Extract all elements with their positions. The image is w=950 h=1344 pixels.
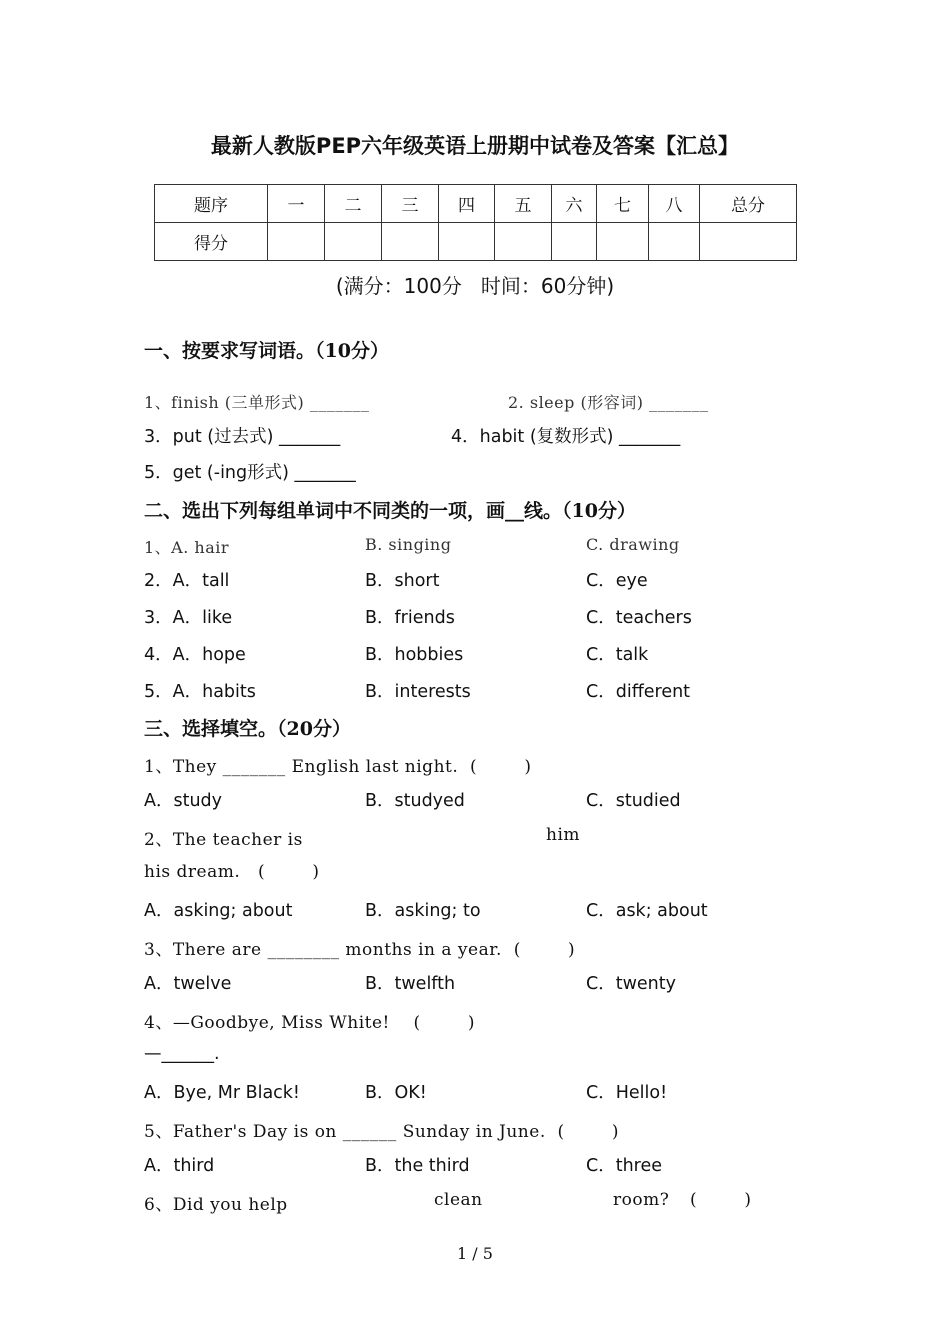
score-cell[interactable] <box>495 223 552 261</box>
s2-row1-a: 1、A. hair <box>144 538 230 557</box>
s3-q6-stem-b: clean <box>434 1190 483 1210</box>
header-cell: 总分 <box>700 185 797 223</box>
s3-q3-option-a: A．twelve <box>144 974 232 994</box>
header-cell: 五 <box>495 185 552 223</box>
s2-row4-c: C．talk <box>586 645 649 665</box>
header-cell: 八 <box>649 185 700 223</box>
s1-question-2: 2. sleep (形容词) _______ <box>508 393 709 412</box>
s3-q6-stem-c: room? <box>613 1190 670 1210</box>
s1-question-1: 1、finish (三单形式) _______ <box>144 393 370 412</box>
score-cell[interactable] <box>597 223 649 261</box>
page-title: 最新人教版PEP六年级英语上册期中试卷及答案【汇总】 <box>210 134 740 158</box>
s3-q3-stem: 3、There are ________ months in a year. ( ) <box>144 940 576 960</box>
header-cell: 三 <box>382 185 439 223</box>
score-cell[interactable] <box>382 223 439 261</box>
s2-row5-b: B．interests <box>365 682 471 702</box>
header-cell: 六 <box>552 185 597 223</box>
header-cell: 一 <box>268 185 325 223</box>
s2-row3-a: 3．A．like <box>144 608 233 628</box>
score-cell[interactable] <box>439 223 495 261</box>
s3-q4-option-b: B．OK! <box>365 1083 427 1103</box>
header-cell: 二 <box>325 185 382 223</box>
s3-q5-stem: 5、Father's Day is on ______ Sunday in June. ( ) <box>144 1122 620 1142</box>
header-cell: 四 <box>439 185 495 223</box>
header-cell: 题序 <box>155 185 268 223</box>
s3-q5-option-c: C．three <box>586 1156 663 1176</box>
s3-q6-stem-a: 6、Did you help <box>144 1195 288 1215</box>
section2-heading: 二、选出下列每组单词中不同类的一项，画__线。（10分） <box>144 500 636 522</box>
s1-question-3: 3．put (过去式) _______ <box>144 427 341 447</box>
s2-row3-b: B．friends <box>365 608 455 628</box>
s3-q3-option-c: C．twenty <box>586 974 676 994</box>
s2-row4-a: 4．A．hope <box>144 645 246 665</box>
s3-q4-option-a: A．Bye, Mr Black! <box>144 1083 300 1103</box>
s2-row3-c: C．teachers <box>586 608 692 628</box>
s3-q1-stem: 1、They _______ English last night. ( ) <box>144 757 532 777</box>
score-table-score-row <box>155 223 797 261</box>
s3-q4-stem: 4、—Goodbye, Miss White! ( ) <box>144 1013 475 1033</box>
s3-q1-option-a: A．study <box>144 791 223 811</box>
s3-q4-answer-line: —______. <box>144 1044 220 1064</box>
s2-row1-c: C. drawing <box>586 535 680 554</box>
s3-q6-stem-d: ( ) <box>690 1190 752 1210</box>
s3-q2-option-a: A．asking; about <box>144 901 293 921</box>
s2-row2-c: C．eye <box>586 571 648 591</box>
s3-q1-option-c: C．studied <box>586 791 681 811</box>
s3-q2-option-b: B．asking; to <box>365 901 481 921</box>
score-cell[interactable] <box>325 223 382 261</box>
section3-heading: 三、选择填空。（20分） <box>144 718 351 740</box>
score-cell[interactable] <box>700 223 797 261</box>
s1-question-5: 5．get (-ing形式) _______ <box>144 463 356 483</box>
s2-row5-c: C．different <box>586 682 691 702</box>
s3-q2-stem-b: him <box>546 825 581 845</box>
s3-q2-option-c: C．ask; about <box>586 901 708 921</box>
s3-q2-stem-a: 2、The teacher is <box>144 830 303 850</box>
score-cell[interactable] <box>552 223 597 261</box>
s2-row2-a: 2．A．tall <box>144 571 230 591</box>
section1-heading: 一、按要求写词语。（10分） <box>144 340 389 362</box>
s3-q3-option-b: B．twelfth <box>365 974 456 994</box>
s3-q5-option-a: A．third <box>144 1156 215 1176</box>
page-number: 1 / 5 <box>457 1244 493 1263</box>
full-mark-time: (满分：100分 时间：60分钟) <box>335 274 615 298</box>
score-table-header-row <box>155 185 797 223</box>
s3-q2-stem-c: his dream. ( ) <box>144 862 320 882</box>
score-cell[interactable] <box>268 223 325 261</box>
s3-q5-option-b: B．the third <box>365 1156 470 1176</box>
score-cell[interactable] <box>649 223 700 261</box>
s2-row2-b: B．short <box>365 571 440 591</box>
s2-row5-a: 5．A．habits <box>144 682 256 702</box>
s3-q4-option-c: C．Hello! <box>586 1083 668 1103</box>
s3-q1-option-b: B．studyed <box>365 791 465 811</box>
s2-row4-b: B．hobbies <box>365 645 464 665</box>
s2-row1-b: B. singing <box>365 535 452 554</box>
s1-question-4: 4．habit (复数形式) _______ <box>451 427 681 447</box>
score-table <box>154 184 797 261</box>
score-row-label: 得分 <box>155 223 268 261</box>
header-cell: 七 <box>597 185 649 223</box>
